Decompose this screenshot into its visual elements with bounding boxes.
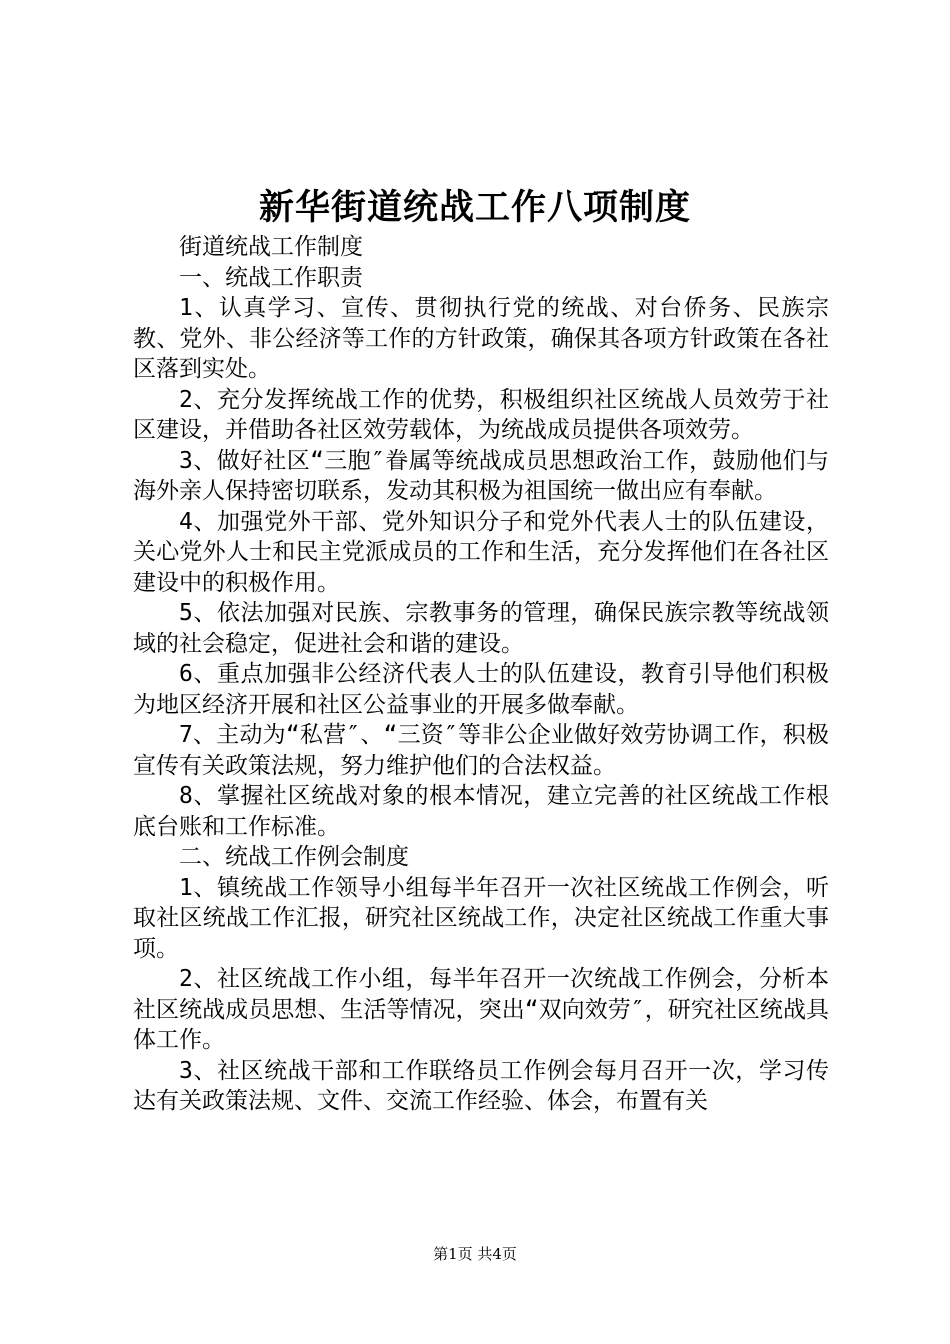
paragraph: 7、主动为“私营″、“三资″等非公企业做好效劳协调工作，积极宣传有关政策法规，努力维护他们的合法权益。 — [133, 722, 829, 779]
paragraph: 2、充分发挥统战工作的优势，积极组织社区统战人员效劳于社区建设，并借助各社区效劳载体，为统战成员提供各项效劳。 — [133, 386, 829, 443]
paragraph: 1、认真学习、宣传、贯彻执行党的统战、对台侨务、民族宗教、党外、非公经济等工作的方针政策，确保其各项方针政策在各社区落到实处。 — [133, 295, 829, 382]
document-body — [133, 232, 829, 1117]
page-number-footer: 第1页 共4页 — [433, 1245, 517, 1263]
paragraph: 5、依法加强对民族、宗教事务的管理，确保民族宗教等统战领域的社会稳定，促进社会和谐的建设。 — [133, 600, 829, 657]
section-heading-meetings: 二、统战工作例会制度 — [179, 844, 409, 870]
paragraph: 1、镇统战工作领导小组每半年召开一次社区统战工作例会，听取社区统战工作汇报，研究社区统战工作，决定社区统战工作重大事项。 — [133, 874, 829, 962]
paragraph: 3、做好社区“三胞″眷属等统战成员思想政治工作，鼓励他们与海外亲人保持密切联系，发动其积极为祖国统一做出应有奉献。 — [133, 447, 829, 504]
paragraph: 6、重点加强非公经济代表人士的队伍建设，教育引导他们积极为地区经济开展和社区公益事业的开展多做奉献。 — [133, 661, 829, 718]
paragraph: 4、加强党外干部、党外知识分子和党外代表人士的队伍建设，关心党外人士和民主党派成员的工作和生活，充分发挥他们在各社区建设中的积极作用。 — [133, 508, 829, 596]
paragraph: 8、掌握社区统战对象的根本情况，建立完善的社区统战工作根底台账和工作标准。 — [133, 783, 829, 840]
document-title: 新华街道统战工作八项制度 — [258, 187, 691, 228]
paragraph: 2、社区统战工作小组，每半年召开一次统战工作例会，分析本社区统战成员思想、生活等情况，突出“双向效劳″，研究社区统战具体工作。 — [133, 966, 829, 1053]
paragraph: 3、社区统战干部和工作联络员工作例会每月召开一次，学习传达有关政策法规、文件、交流工作经验、体会，布置有关 — [133, 1057, 829, 1114]
section-heading-duties: 一、统战工作职责 — [179, 264, 363, 291]
paragraph-subtitle: 街道统战工作制度 — [179, 234, 363, 260]
